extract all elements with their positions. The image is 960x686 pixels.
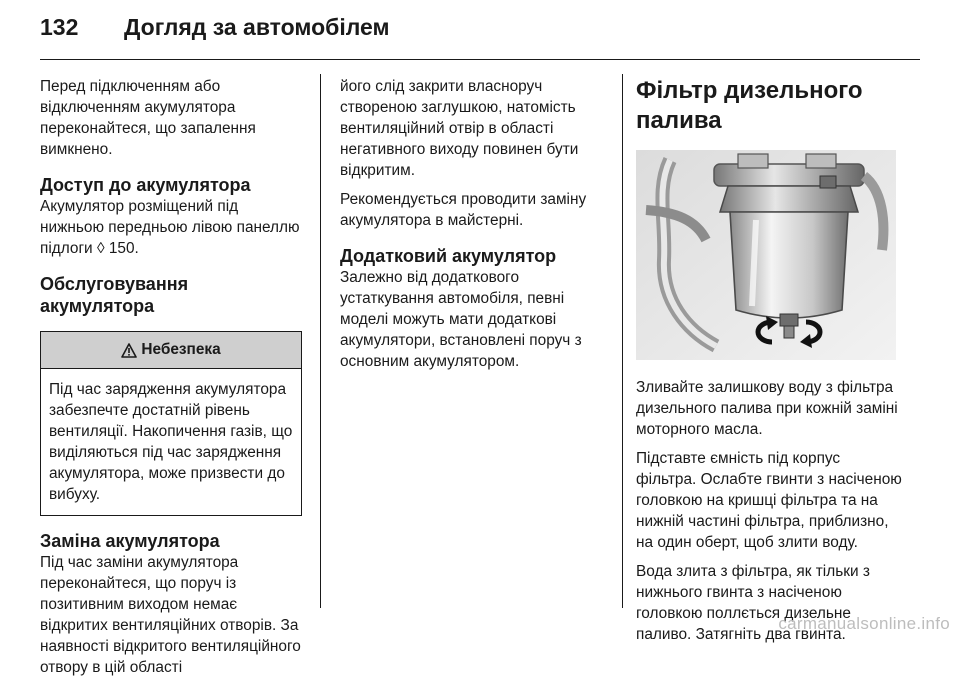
page-reference-link[interactable]: 150. [108,240,139,257]
tighten-screws-paragraph: Вода злита з фільтра, як тільки з нижнього гвинта з насіченою головкою поллється дизельне паливо. Затягніть два гвинта. [636,563,870,643]
additional-battery-paragraph: Залежно від додаткового устаткування автомобіля, певні моделі можуть мати додаткові акумулятори, встановлені поруч з основним акумулятором. [340,269,582,370]
drain-water-paragraph: Зливайте залишкову воду з фільтра дизельного палива при кожній заміні моторного масла. [636,379,898,438]
battery-replacement-paragraph: Під час заміни акумулятора переконайтеся, що поруч із позитивним виходом немає відкритих вентиляційних отворів. За наявності відкритого вентиляційного отвору в цій області [40,554,301,676]
page-header [40,14,390,50]
warning-header [41,332,301,369]
warning-text: Під час зарядження акумулятора забезпечте достатній рівень вентиляції. Накопичення газів, що виділяються під час зарядження акумулятора, може призвести до вибуху. [49,381,293,503]
warning-body [41,369,301,515]
diesel-filter-heading: Фільтр дизельного палива [636,77,863,134]
battery-access-paragraph [40,196,302,259]
header-divider [40,59,920,60]
intro-paragraph: Перед підключенням або відключенням акумулятора переконайтеся, що запалення вимкнено. [40,78,256,158]
column-divider-2 [622,74,623,608]
warning-triangle-icon [121,343,137,358]
page-number: 132 [40,14,79,40]
vent-continued-paragraph: його слід закрити власноруч створеною заглушкою, натомість вентиляційний отвір в області негативного виходу повинен бути відкритим. [340,78,579,179]
battery-access-heading: Доступ до акумулятора [40,175,251,195]
additional-battery-heading: Додатковий акумулятор [340,246,557,266]
column-right [636,76,904,653]
column-divider-1 [320,74,321,608]
page-title: Догляд за автомобілем [124,14,390,40]
loosen-screws-paragraph: Підставте ємність під корпус фільтра. Ослабте гвинти з насіченою головкою на кришці фільтра та на нижній частині фільтра, приблизно, на один оберт, щоб злити воду. [636,450,902,551]
workshop-recommendation-paragraph: Рекомендується проводити заміну акумулятора в майстерні. [340,191,587,229]
diesel-filter-illustration-icon [636,150,896,360]
battery-replacement-heading: Заміна акумулятора [40,531,220,551]
column-left [40,76,302,686]
battery-access-text: Акумулятор розміщений під нижньою передньою лівою панеллю підлоги [40,198,300,257]
column-middle [340,76,610,380]
warning-title: Небезпека [141,341,221,358]
page-reference-icon: ◊ [96,240,105,257]
warning-box [40,331,302,516]
site-watermark: carmanualsonline.info [778,614,950,633]
battery-service-heading: Обслуговування акумулятора [40,274,189,316]
